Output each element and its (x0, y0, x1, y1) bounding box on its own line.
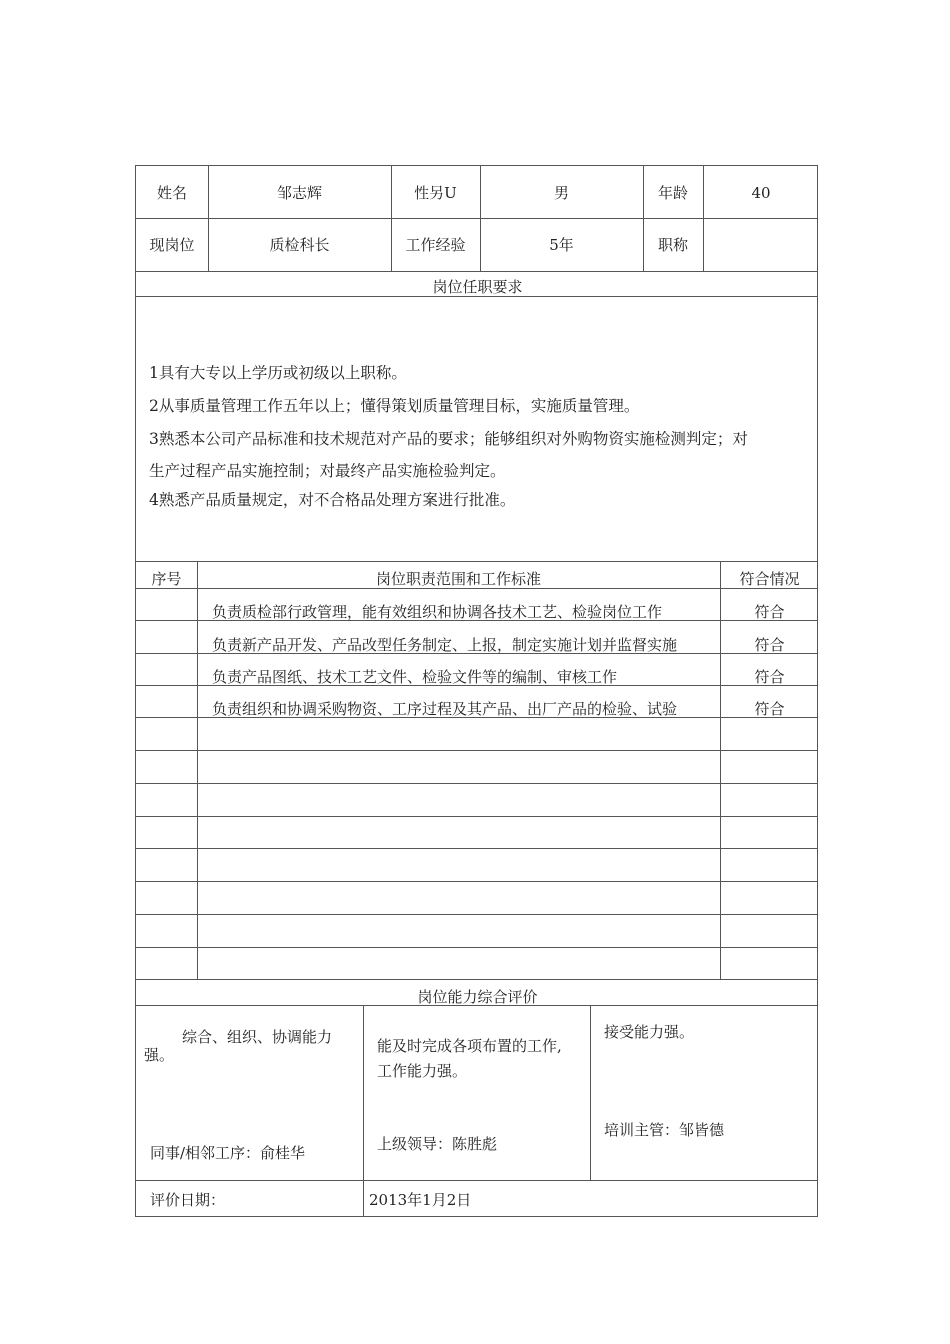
col-divider (703, 166, 704, 271)
date-value: 2013年1月2日 (369, 1191, 472, 1209)
duty-row-status: 符合 (754, 668, 785, 686)
duty-row-status: 符合 (754, 700, 785, 718)
requirement-line: 4熟悉产品质量规定，对不合格品处理方案进行批准。 (149, 491, 516, 509)
col-divider (197, 561, 198, 979)
colleague-signature: 同事/相邻工序：俞桂华 (150, 1144, 306, 1162)
leader-comment: 工作能力强。 (377, 1062, 468, 1080)
duty-row-status: 符合 (754, 636, 785, 654)
leader-signature: 上级领导：陈胜彪 (377, 1135, 498, 1153)
evaluation-form (135, 165, 818, 1217)
name-value: 邹志辉 (276, 184, 322, 202)
name-label: 姓名 (156, 184, 187, 202)
colleague-comment: 强。 (144, 1046, 175, 1064)
col-divider (480, 166, 481, 271)
row-divider (136, 296, 817, 297)
duty-row-scope: 负责新产品开发、产品改型任务制定、上报，制定实施计划并监督实施 (212, 636, 678, 654)
col-divider (590, 1005, 591, 1180)
requirement-line: 生产过程产品实施控制；对最终产品实施检验判定。 (149, 462, 506, 480)
requirement-line: 2从事质量管理工作五年以上；懂得策划质量管理目标，实施质量管理。 (149, 397, 640, 415)
position-value: 质检科长 (269, 236, 330, 254)
row-divider (136, 271, 817, 272)
col-divider (391, 166, 392, 271)
evaluation-header: 岗位能力综合评价 (417, 988, 538, 1006)
duty-row-scope: 负责质检部行政管理，能有效组织和协调各技术工艺、检验岗位工作 (212, 603, 663, 621)
col-divider (643, 166, 644, 271)
row-divider (136, 783, 817, 784)
position-label: 现岗位 (149, 236, 195, 254)
requirement-line: 1具有大专以上学历或初级以上职称。 (149, 364, 407, 382)
row-divider (136, 816, 817, 817)
row-divider (136, 588, 817, 589)
col-divider (363, 1005, 364, 1217)
title-label: 职称 (657, 236, 688, 254)
gender-value: 男 (553, 184, 569, 202)
col-divider (208, 166, 209, 271)
col-divider (720, 561, 721, 979)
gender-label: 性另U (414, 184, 457, 202)
row-divider (136, 881, 817, 882)
trainer-comment: 接受能力强。 (604, 1023, 695, 1041)
row-divider (136, 848, 817, 849)
duty-row-status: 符合 (754, 603, 785, 621)
experience-value: 5年 (549, 236, 574, 254)
row-divider (136, 750, 817, 751)
duties-col-status: 符合情况 (739, 570, 800, 588)
colleague-comment: 综合、组织、协调能力 (182, 1028, 333, 1046)
date-label: 评价日期： (150, 1191, 226, 1209)
row-divider (136, 561, 817, 562)
requirements-header: 岗位任职要求 (432, 278, 523, 296)
requirement-line: 3熟悉本公司产品标准和技术规范对产品的要求；能够组织对外购物资实施检测判定；对 (149, 430, 748, 448)
row-divider (136, 947, 817, 948)
row-divider (136, 914, 817, 915)
row-divider (136, 1180, 817, 1181)
duties-col-scope: 岗位职责范围和工作标准 (375, 570, 541, 588)
age-label: 年龄 (657, 184, 688, 202)
row-divider (136, 979, 817, 980)
experience-label: 工作经验 (405, 236, 466, 254)
duties-col-no: 序号 (151, 570, 182, 588)
age-value: 40 (751, 184, 771, 202)
duty-row-scope: 负责产品图纸、技术工艺文件、检验文件等的编制、审核工作 (212, 668, 618, 686)
trainer-signature: 培训主管：邹皆德 (604, 1121, 725, 1139)
duty-row-scope: 负责组织和协调采购物资、工序过程及其产品、出厂产品的检验、试验 (212, 700, 678, 718)
row-divider (136, 218, 817, 219)
leader-comment: 能及时完成各项布置的工作, (377, 1037, 562, 1055)
